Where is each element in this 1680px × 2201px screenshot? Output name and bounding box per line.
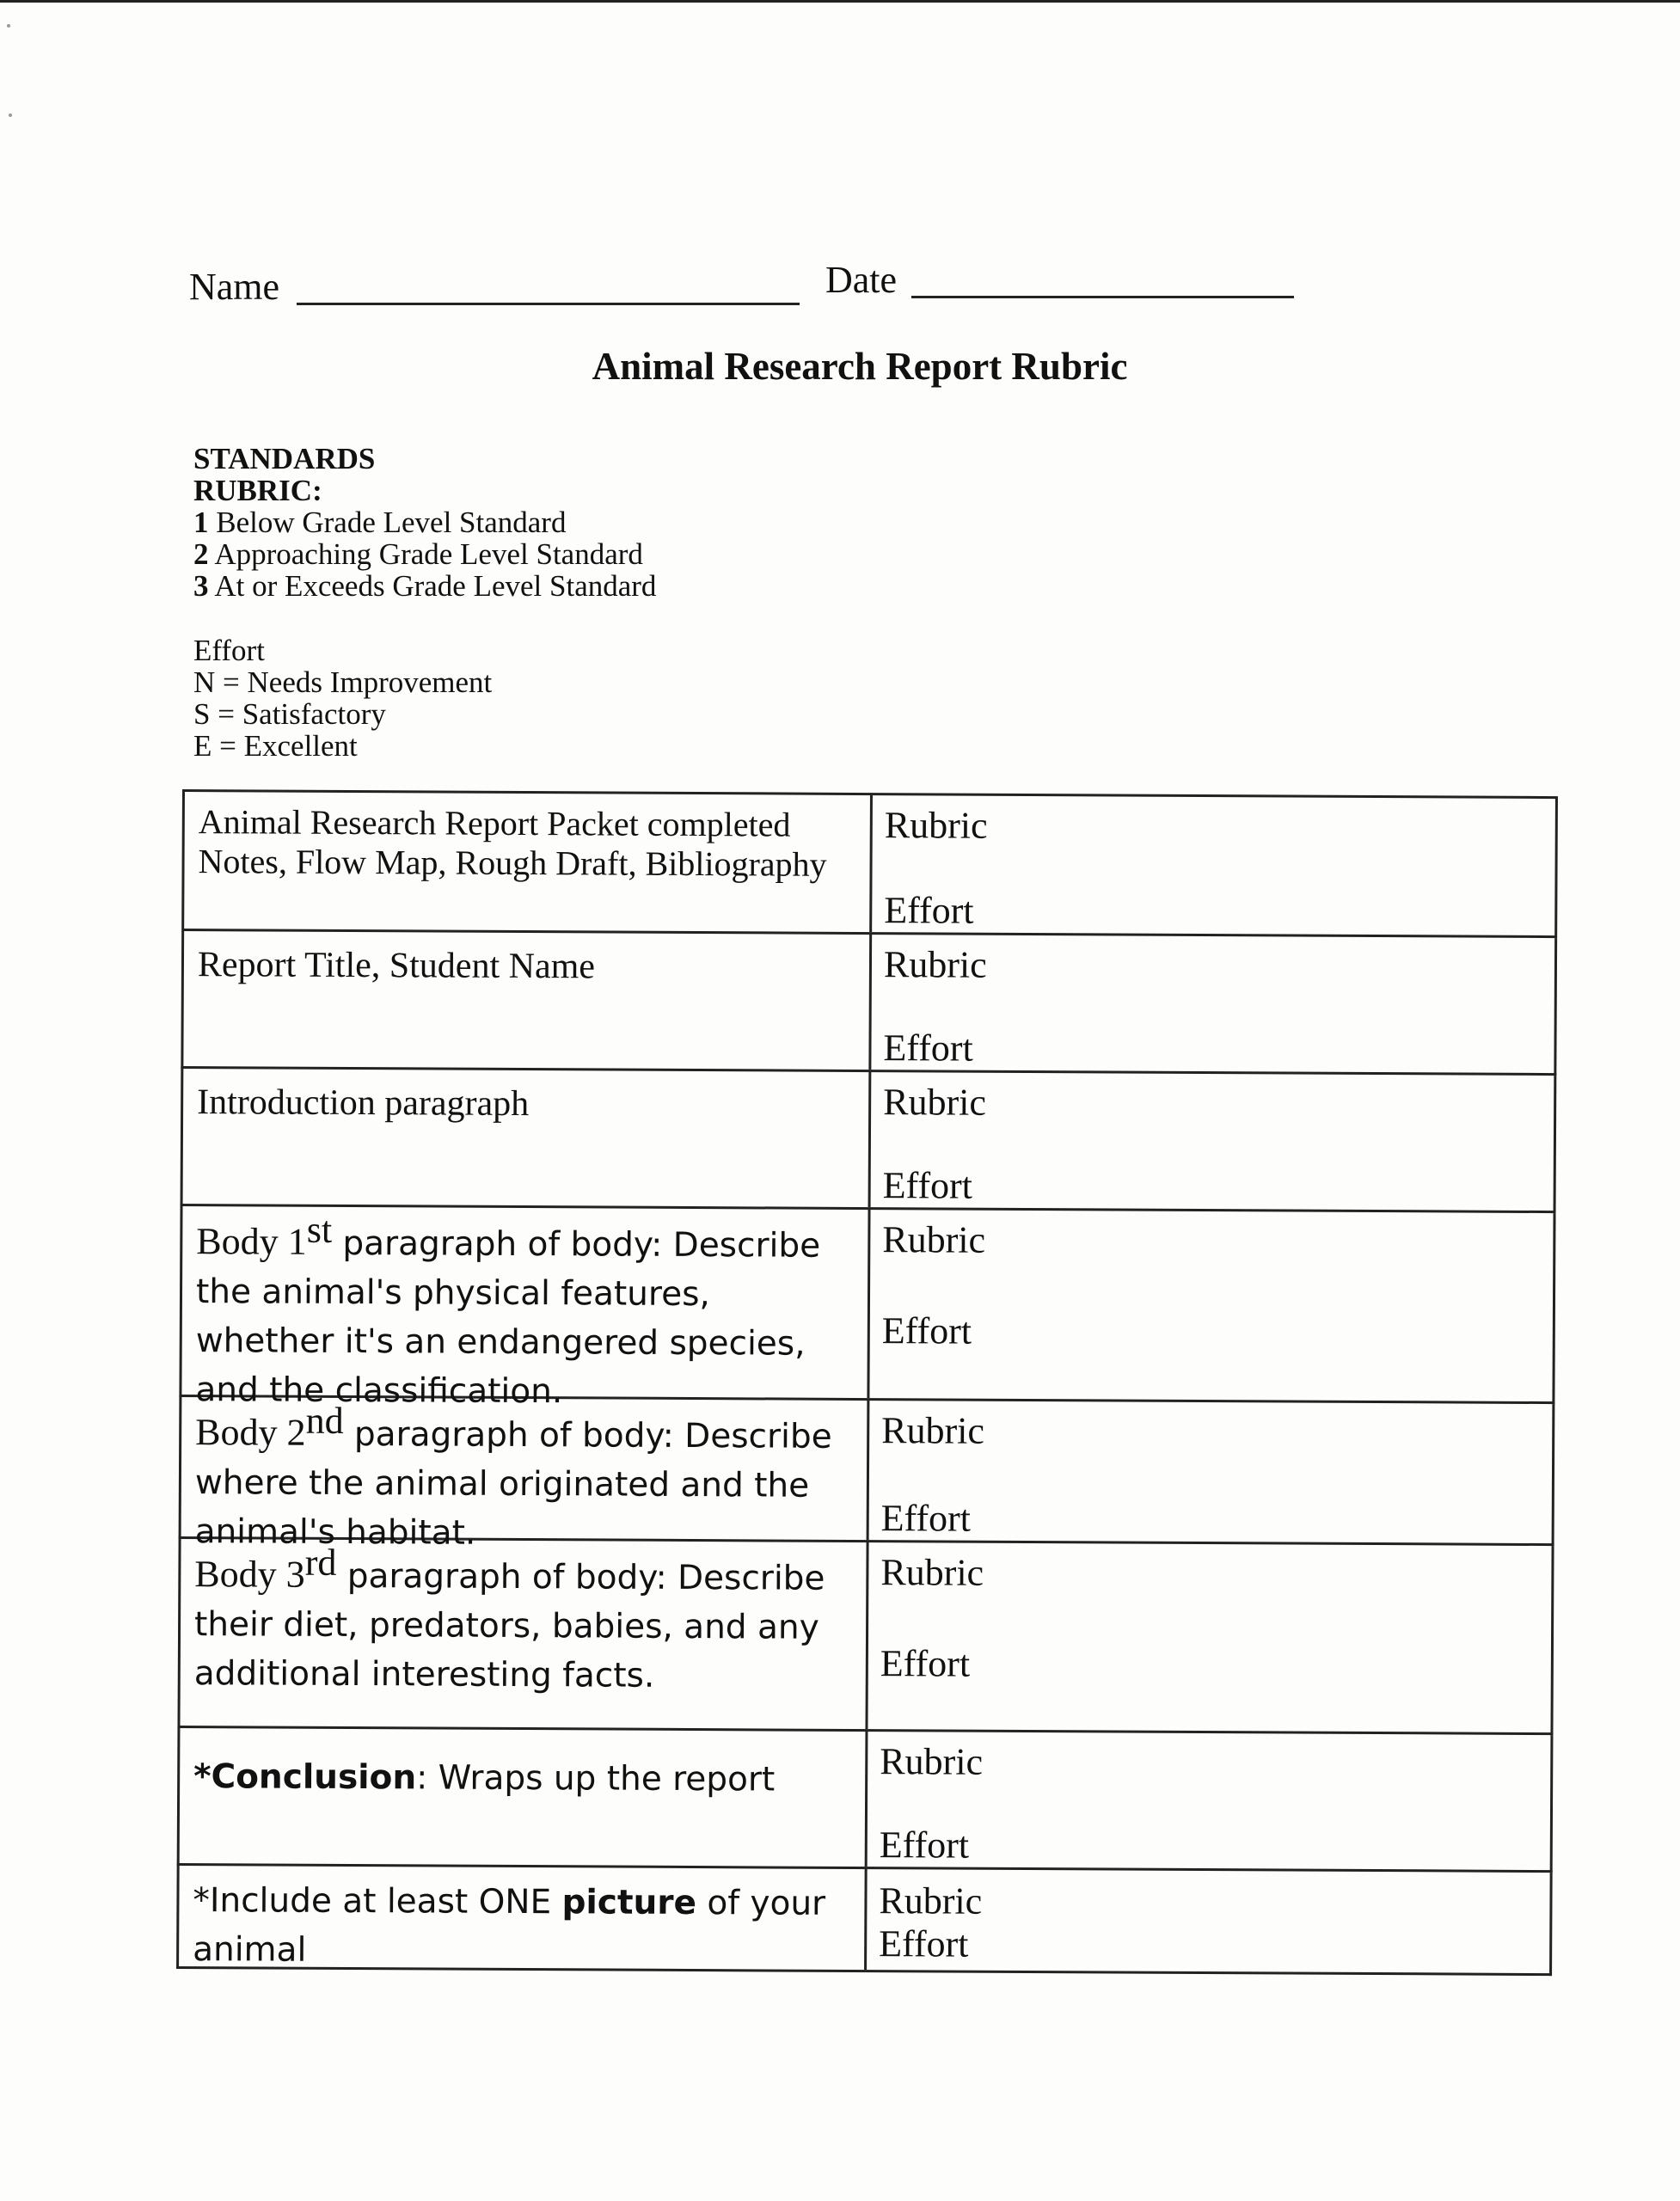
- rubric-label: Rubric: [881, 1409, 985, 1452]
- criterion-packet: Animal Research Report Packet completed Notes, Flow Map, Rough Draft, Bibliography: [184, 792, 873, 932]
- score-cell-packet[interactable]: [872, 795, 1555, 935]
- effort-label: Effort: [879, 1824, 970, 1867]
- table-row-introduction: [181, 1069, 1557, 1213]
- table-row-body-2: [179, 1397, 1555, 1553]
- criterion-picture: *Include at least ONE picture of your animal: [179, 1866, 868, 1970]
- table-row-conclusion: [177, 1728, 1554, 1873]
- scan-speck: [7, 24, 10, 28]
- rubric-label: Rubric: [882, 1218, 986, 1261]
- standard-level-1: 1 Below Grade Level Standard: [193, 506, 567, 539]
- effort-label: Effort: [881, 1309, 972, 1352]
- criterion-title: Report Title, Student Name: [183, 931, 872, 1070]
- scoring-legend: [193, 443, 656, 762]
- rubric-heading: RUBRIC:: [193, 474, 322, 507]
- effort-label: Effort: [882, 1164, 973, 1207]
- standards-heading: STANDARDS: [193, 442, 376, 475]
- name-blank-line[interactable]: [297, 303, 800, 305]
- header-fields: [189, 258, 1307, 310]
- effort-heading: Effort: [193, 634, 265, 667]
- page-border: [0, 0, 1680, 3]
- table-row-body-1: [179, 1206, 1555, 1412]
- effort-label: Effort: [883, 1027, 973, 1070]
- date-label: Date: [825, 259, 898, 301]
- criterion-body-2: Body 2nd paragraph of body: Describe where the animal originated and the animal's habitat.: [181, 1397, 870, 1540]
- rubric-label: Rubric: [883, 943, 987, 986]
- rubric-label: Rubric: [884, 804, 988, 847]
- score-cell-conclusion[interactable]: [868, 1732, 1551, 1870]
- score-cell-body-3[interactable]: [868, 1542, 1551, 1732]
- rubric-label: Rubric: [879, 1879, 983, 1922]
- criterion-body-3: Body 3rd paragraph of body: Describe their diet, predators, babies, and any additional interesting facts.: [180, 1539, 868, 1729]
- rubric-label: Rubric: [880, 1740, 984, 1783]
- criterion-conclusion: *Conclusion: Wraps up the report: [180, 1728, 868, 1867]
- scan-speck: [9, 113, 12, 117]
- table-row-body-3: [177, 1539, 1554, 1735]
- document-title: Animal Research Report Rubric: [592, 345, 1128, 388]
- criterion-introduction: Introduction paragraph: [183, 1069, 872, 1207]
- rubric-label: Rubric: [880, 1551, 984, 1594]
- effort-label: Effort: [884, 889, 974, 932]
- score-cell-picture[interactable]: [867, 1869, 1550, 1973]
- score-cell-introduction[interactable]: [871, 1072, 1554, 1211]
- effort-label: Effort: [880, 1497, 972, 1540]
- rubric-table: [176, 789, 1558, 1976]
- effort-level-n: N = Needs Improvement: [193, 665, 493, 699]
- name-label: Name: [189, 266, 280, 308]
- table-row-packet: [181, 789, 1558, 938]
- table-row-picture: [176, 1866, 1553, 1976]
- effort-label: Effort: [879, 1922, 969, 1965]
- score-cell-title[interactable]: [871, 935, 1554, 1073]
- table-row-title: [181, 931, 1557, 1076]
- effort-label: Effort: [880, 1642, 971, 1685]
- score-cell-body-2[interactable]: [869, 1401, 1553, 1543]
- rubric-label: Rubric: [883, 1081, 987, 1124]
- effort-level-s: S = Satisfactory: [193, 697, 386, 731]
- date-blank-line[interactable]: [911, 296, 1294, 298]
- score-cell-body-1[interactable]: [869, 1210, 1553, 1401]
- standard-level-3: 3 At or Exceeds Grade Level Standard: [193, 569, 657, 603]
- criterion-body-1: Body 1st paragraph of body: Describe the animal's physical features, whether it's an endangered species, and the classification.: [181, 1206, 870, 1398]
- standard-level-2: 2 Approaching Grade Level Standard: [193, 537, 643, 571]
- effort-level-e: E = Excellent: [193, 729, 358, 763]
